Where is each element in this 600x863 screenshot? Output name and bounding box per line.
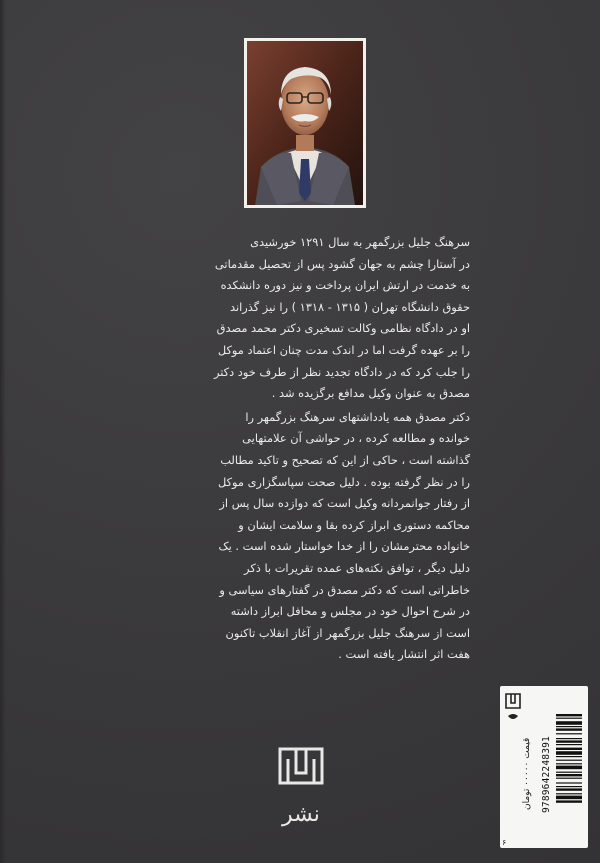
barcode-bar <box>556 778 582 779</box>
biography-line: گذاشته است ، حاکی از این که تصحیح و تاکید مطالب <box>220 452 470 467</box>
author-portrait-image <box>247 41 363 205</box>
author-biography <box>150 232 470 666</box>
biography-line: را جلب کرد که در دادگاه تجدید نظر از طرف خود دکتر <box>213 364 470 379</box>
biography-paragraph <box>150 407 470 666</box>
barcode-bar <box>556 733 582 734</box>
barcode-bar <box>556 728 582 730</box>
biography-line: را در نظر گرفته بوده . دلیل صحت سپاسگزاری موکل <box>217 474 470 489</box>
barcode-bar <box>556 748 582 750</box>
barcode-bar <box>556 800 582 802</box>
edge-number: ۶ <box>502 838 507 847</box>
barcode-bar <box>556 766 582 770</box>
publisher-name: نشر <box>282 802 320 827</box>
biography-line: خاطراتی است که دکتر مصدق در گفتارهای سیاسی و <box>219 582 470 597</box>
biography-line: مصدق به عنوان وکیل مدافع برگزیده شد . <box>271 386 470 401</box>
biography-line: سرهنگ جلیل بزرگمهر به سال ۱۲۹۱ خورشیدی <box>250 235 470 249</box>
biography-line: او در دادگاه نظامی وکالت تسخیری دکتر محمد مصدق <box>216 321 470 336</box>
biography-line: دلیل دیگر ، توافق نکته‌های عمده تقریرات با ذکر <box>244 560 470 575</box>
biography-line: حقوق دانشگاه تهران ( ۱۳۱۵ - ۱۳۱۸ ) را نیز گذراند <box>229 299 470 314</box>
biography-line: در آستارا چشم به جهان گشود پس از تحصیل مقدماتی <box>214 256 470 271</box>
barcode-bar <box>556 744 582 745</box>
barcode-bar <box>556 726 582 727</box>
biography-line: به خدمت در ارتش ایران پرداخت و نیز دوره دانشکده <box>220 278 470 293</box>
barcode-bar <box>556 738 582 739</box>
price-text: قیمت ۰۰۰۰۰ تومان <box>522 737 532 811</box>
barcode-bar <box>556 772 582 773</box>
biography-line: از رفتار جوانمردانه وکیل است که دوازده سال پس از <box>219 496 470 511</box>
publisher-logo <box>274 745 328 837</box>
barcode-bar <box>556 786 582 787</box>
isbn-number: 9789642248391 <box>541 736 552 814</box>
barcode-bar <box>556 782 582 783</box>
biography-line: در شرح احوال خود در مجلس و محافل ابراز داشته <box>230 604 470 619</box>
biography-line: هفت اثر انتشار یافته است . <box>338 647 470 662</box>
barcode-bar <box>556 774 582 776</box>
biography-line: خوانده و مطالعه کرده ، در حواشی آن علامتهایی <box>242 431 470 446</box>
biography-line: محاکمه دستوری ابراز کرده بقا و سلامت ایشان و <box>238 517 470 532</box>
biography-paragraph <box>150 232 470 405</box>
spine-shadow <box>0 0 6 863</box>
barcode-bar <box>556 721 582 725</box>
biography-line: است از سرهنگ جلیل بزرگمهر از آغاز انقلاب تاکنون <box>225 625 470 640</box>
author-photo <box>247 41 363 205</box>
barcode-bar <box>556 788 582 790</box>
barcode-bar <box>556 760 582 761</box>
barcode-bar <box>556 763 582 764</box>
publisher-mini-logo <box>504 692 522 726</box>
biography-line: خانواده محترمشان را از خدا خواستار شده است . یک <box>218 539 470 554</box>
barcode-bar <box>556 796 582 800</box>
barcode-bar <box>556 793 582 794</box>
biography-line: دکتر مصدق همه یادداشتهای سرهنگ بزرگمهر را <box>245 409 470 424</box>
barcode-bar <box>556 751 582 755</box>
barcode-bar <box>556 756 582 757</box>
biography-line: را بر عهده گرفت اما در اندک مدت چنان اعتماد موکل <box>217 342 470 357</box>
barcode-bar <box>556 718 582 719</box>
barcode-bars <box>556 712 582 838</box>
barcode-bar <box>556 714 582 716</box>
author-photo-frame <box>244 38 366 208</box>
barcode-bar <box>556 740 582 742</box>
